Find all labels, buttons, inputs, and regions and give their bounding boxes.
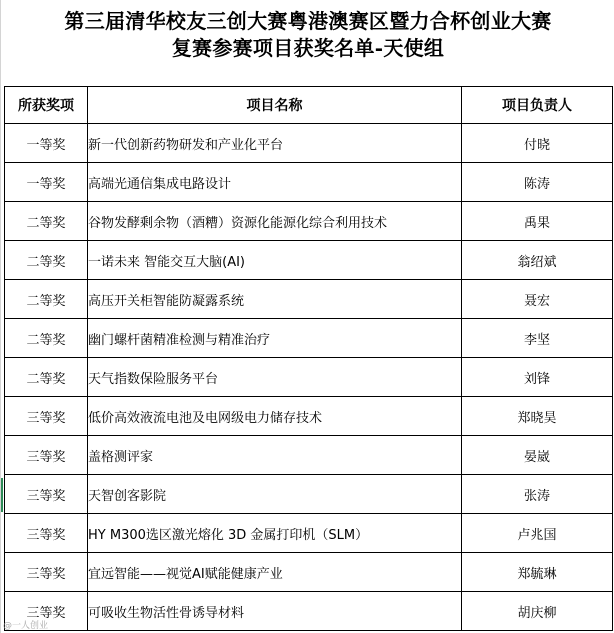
table-row — [5, 592, 613, 631]
project-name-cell: 可吸收生物活性骨诱导材料 — [88, 592, 462, 631]
row-selection-marker — [1, 478, 3, 512]
award-cell: 三等奖 — [5, 553, 88, 592]
awards-table — [4, 86, 613, 631]
table-row — [5, 553, 613, 592]
table-row — [5, 319, 613, 358]
header-leader: 项目负责人 — [462, 87, 613, 124]
award-cell: 二等奖 — [5, 358, 88, 397]
project-name-cell: 天智创客影院 — [88, 475, 462, 514]
leader-cell: 刘锋 — [462, 358, 613, 397]
leader-cell: 郑晓昊 — [462, 397, 613, 436]
leader-cell: 禹果 — [462, 202, 613, 241]
table-row — [5, 241, 613, 280]
award-cell: 一等奖 — [5, 163, 88, 202]
project-name-cell: 宜远智能——视觉AI赋能健康产业 — [88, 553, 462, 592]
leader-cell: 郑毓琳 — [462, 553, 613, 592]
project-name-cell: 新一代创新药物研发和产业化平台 — [88, 124, 462, 163]
project-name-cell: 高压开关柜智能防凝露系统 — [88, 280, 462, 319]
project-name-cell: 一诺未来 智能交互大脑(AI) — [88, 241, 462, 280]
award-cell: 二等奖 — [5, 241, 88, 280]
award-cell: 三等奖 — [5, 397, 88, 436]
leader-cell: 李坚 — [462, 319, 613, 358]
table-row — [5, 397, 613, 436]
document-title — [1, 8, 614, 62]
award-cell: 二等奖 — [5, 319, 88, 358]
table-row — [5, 514, 613, 553]
title-line-2: 复赛参赛项目获奖名单-天使组 — [171, 36, 445, 60]
leader-cell: 陈涛 — [462, 163, 613, 202]
title-line-1: 第三届清华校友三创大赛粤港澳赛区暨力合杯创业大赛 — [64, 9, 552, 33]
table-row — [5, 358, 613, 397]
header-project-name: 项目名称 — [88, 87, 462, 124]
table-row — [5, 436, 613, 475]
award-cell: 三等奖 — [5, 514, 88, 553]
leader-cell: 卢兆国 — [462, 514, 613, 553]
project-name-cell: 天气指数保险服务平台 — [88, 358, 462, 397]
project-name-cell: 谷物发酵剩余物（酒糟）资源化能源化综合利用技术 — [88, 202, 462, 241]
table-row — [5, 280, 613, 319]
project-name-cell: HY M300选区激光熔化 3D 金属打印机（SLM） — [88, 514, 462, 553]
leader-cell: 胡庆柳 — [462, 592, 613, 631]
award-cell: 三等奖 — [5, 592, 88, 631]
header-award: 所获奖项 — [5, 87, 88, 124]
leader-cell: 张涛 — [462, 475, 613, 514]
project-name-cell: 低价高效液流电池及电网级电力储存技术 — [88, 397, 462, 436]
award-cell: 三等奖 — [5, 436, 88, 475]
project-name-cell: 幽门螺杆菌精准检测与精准治疗 — [88, 319, 462, 358]
project-name-cell: 高端光通信集成电路设计 — [88, 163, 462, 202]
leader-cell: 付晓 — [462, 124, 613, 163]
leader-cell: 翁绍斌 — [462, 241, 613, 280]
award-cell: 一等奖 — [5, 124, 88, 163]
table-row — [5, 475, 613, 514]
award-cell: 二等奖 — [5, 280, 88, 319]
award-cell: 三等奖 — [5, 475, 88, 514]
leader-cell: 聂宏 — [462, 280, 613, 319]
award-cell: 二等奖 — [5, 202, 88, 241]
leader-cell: 晏崴 — [462, 436, 613, 475]
table-header-row — [5, 87, 613, 124]
table-row — [5, 202, 613, 241]
table-row — [5, 124, 613, 163]
table-row — [5, 163, 613, 202]
watermark-text: @一人创业 — [3, 621, 49, 631]
project-name-cell: 盖格测评家 — [88, 436, 462, 475]
